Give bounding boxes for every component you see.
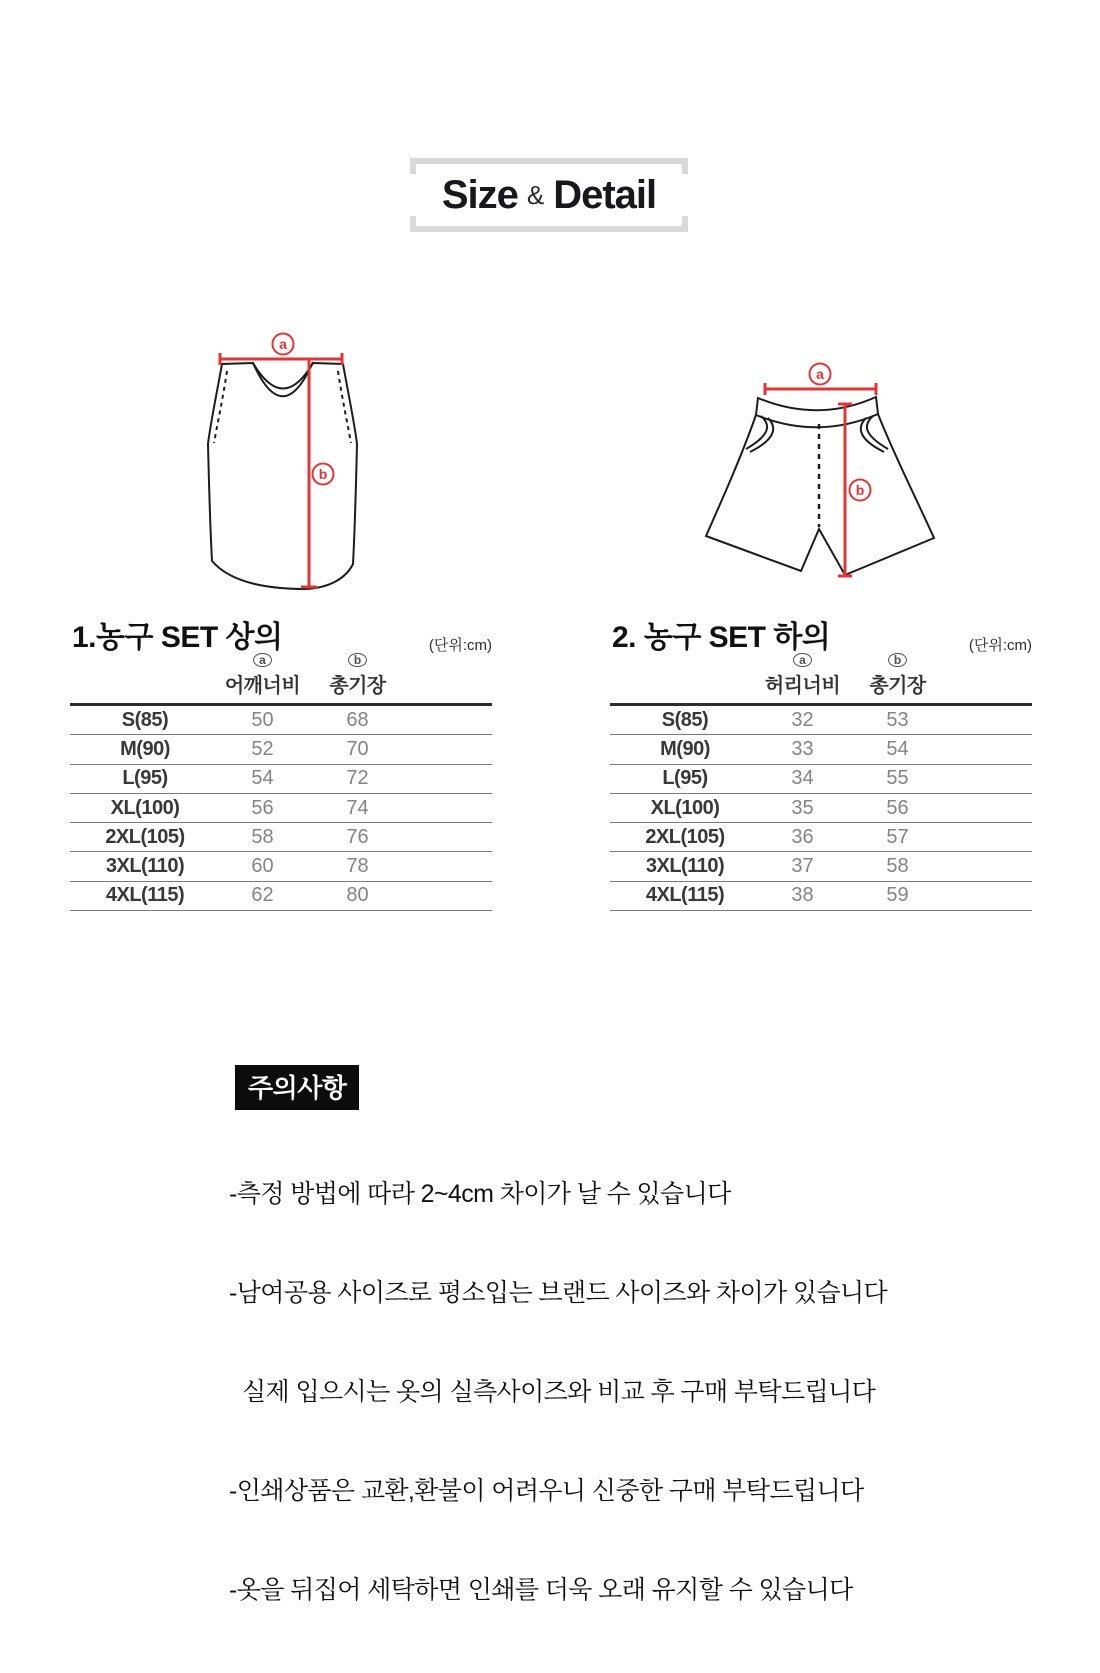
table-row xyxy=(610,852,1032,881)
tank-collar-inner xyxy=(253,362,313,396)
value-b: 59 xyxy=(886,884,909,907)
value-b: 76 xyxy=(346,825,369,848)
title-detail: Detail xyxy=(553,172,657,217)
column-label-a: 허리너비 xyxy=(764,675,841,697)
value-a: 33 xyxy=(791,737,814,760)
notice-line: -옷을 뒤집어 세탁하면 인쇄를 더욱 오래 유지할 수 있습니다 xyxy=(229,1576,853,1604)
table-row xyxy=(70,706,492,735)
size-label: XL(100) xyxy=(110,796,180,819)
table-row xyxy=(610,735,1032,764)
size-label: S(85) xyxy=(121,708,169,731)
value-b: 53 xyxy=(886,708,909,731)
table-bottom-title: 2. 농구 SET 하의 xyxy=(612,621,831,654)
measure-label-b: b xyxy=(318,466,328,482)
title-ampersand: & xyxy=(526,179,545,210)
column-head-a xyxy=(760,653,845,703)
size-label: M(90) xyxy=(120,737,170,760)
size-column-spacer xyxy=(610,656,760,703)
page-title xyxy=(410,158,688,232)
table-row xyxy=(70,735,492,764)
value-b: 56 xyxy=(886,796,909,819)
size-column-spacer xyxy=(70,656,220,703)
size-label: 2XL(105) xyxy=(645,825,725,848)
column-label-a: 어깨너비 xyxy=(224,675,301,697)
circled-a-icon: a xyxy=(793,653,812,667)
table-row xyxy=(610,823,1032,852)
value-a: 35 xyxy=(791,796,814,819)
column-head-a xyxy=(220,653,305,703)
value-a: 62 xyxy=(251,884,274,907)
value-b: 72 xyxy=(346,767,369,790)
notice-badge: 주의사항 xyxy=(235,1065,359,1110)
value-b: 70 xyxy=(346,737,369,760)
value-a: 54 xyxy=(251,767,274,790)
size-label: M(90) xyxy=(660,737,710,760)
value-a: 60 xyxy=(251,855,274,878)
shorts-waistband xyxy=(756,397,878,427)
size-label: 4XL(115) xyxy=(105,884,185,907)
value-a: 32 xyxy=(791,708,814,731)
value-b: 55 xyxy=(886,767,909,790)
table-row xyxy=(70,765,492,794)
table-row xyxy=(610,794,1032,823)
value-a: 56 xyxy=(251,796,274,819)
size-label: 3XL(110) xyxy=(645,855,725,878)
circled-b-icon: b xyxy=(888,653,907,667)
column-head-b xyxy=(305,653,410,703)
table-row xyxy=(70,823,492,852)
notice-line: -측정 방법에 따라 2~4cm 차이가 날 수 있습니다 xyxy=(229,1180,731,1208)
measure-label-a: a xyxy=(816,366,824,382)
size-label: 2XL(105) xyxy=(105,825,185,848)
value-a: 38 xyxy=(791,884,814,907)
size-table-top xyxy=(70,653,492,911)
circled-a-icon: a xyxy=(253,653,272,667)
value-a: 52 xyxy=(251,737,274,760)
value-b: 80 xyxy=(346,884,369,907)
value-b: 57 xyxy=(886,825,909,848)
value-a: 36 xyxy=(791,825,814,848)
value-a: 34 xyxy=(791,767,814,790)
circled-b-icon: b xyxy=(348,653,367,667)
value-a: 37 xyxy=(791,855,814,878)
value-b: 78 xyxy=(346,855,369,878)
value-b: 54 xyxy=(886,737,909,760)
title-size: Size xyxy=(441,172,518,217)
table-row xyxy=(610,765,1032,794)
size-label: L(95) xyxy=(122,767,168,790)
table-row xyxy=(70,882,492,911)
size-label: L(95) xyxy=(662,767,708,790)
size-label: 4XL(115) xyxy=(645,884,725,907)
notice-section xyxy=(229,1112,887,1673)
shorts-diagram xyxy=(690,350,970,600)
shorts-pocket-right-inner xyxy=(861,418,884,452)
value-b: 68 xyxy=(346,708,369,731)
table-top-unit: (단위:cm) xyxy=(428,637,492,654)
value-a: 50 xyxy=(251,708,274,731)
table-bottom-unit: (단위:cm) xyxy=(968,637,1032,654)
table-row xyxy=(70,794,492,823)
table-row xyxy=(70,852,492,881)
measure-label-a: a xyxy=(279,336,287,352)
table-header-row xyxy=(70,653,492,706)
column-label-b: 총기장 xyxy=(329,675,386,697)
table-row xyxy=(610,882,1032,911)
size-label: 3XL(110) xyxy=(105,855,185,878)
measure-label-b: b xyxy=(855,482,865,498)
notice-line: 실제 입으시는 옷의 실측사이즈와 비교 후 구매 부탁드립니다 xyxy=(242,1378,876,1406)
notice-line: -인쇄상품은 교환,환불이 어려우니 신중한 구매 부탁드립니다 xyxy=(229,1477,864,1505)
tank-armhole-stitch-right xyxy=(338,371,351,443)
value-b: 74 xyxy=(346,796,369,819)
value-b: 58 xyxy=(886,855,909,878)
size-label: XL(100) xyxy=(650,796,720,819)
table-header-row xyxy=(610,653,1032,706)
tank-armhole-stitch-left xyxy=(214,371,227,443)
table-top-title: 1.농구 SET 상의 xyxy=(72,621,283,654)
table-row xyxy=(610,706,1032,735)
size-table-bottom xyxy=(610,653,1032,911)
size-detail-title-box xyxy=(410,158,688,232)
column-label-b: 총기장 xyxy=(869,675,926,697)
column-head-b xyxy=(845,653,950,703)
tank-top-diagram xyxy=(180,330,430,610)
value-a: 58 xyxy=(251,825,274,848)
notice-line: -남여공용 사이즈로 평소입는 브랜드 사이즈와 차이가 있습니다 xyxy=(229,1279,888,1307)
size-label: S(85) xyxy=(661,708,709,731)
